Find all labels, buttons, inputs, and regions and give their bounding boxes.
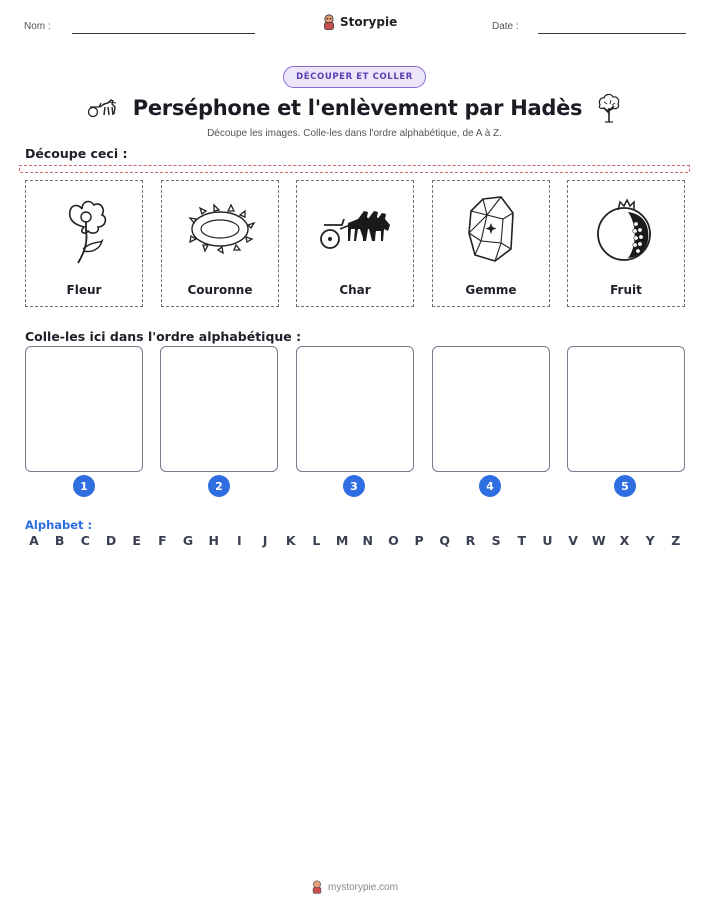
alphabet-letter: A <box>29 533 39 548</box>
cut-card-5[interactable] <box>567 180 685 307</box>
alphabet-letter: W <box>591 533 606 548</box>
footer <box>0 880 709 894</box>
brand-name: Storypie <box>340 15 398 29</box>
paste-slot-3[interactable] <box>296 346 414 472</box>
alphabet-row <box>25 533 685 548</box>
alphabet-letter: Y <box>645 533 655 548</box>
name-line[interactable] <box>72 33 255 34</box>
footer-link[interactable]: mystorypie.com <box>327 881 398 893</box>
alphabet-letter: O <box>388 533 399 548</box>
chariot-icon <box>315 189 395 269</box>
alphabet-heading: Alphabet : <box>25 518 93 532</box>
cut-card-3[interactable] <box>296 180 414 307</box>
alphabet-letter: E <box>132 533 141 548</box>
name-label: Nom : <box>24 21 51 32</box>
title-row <box>0 92 709 124</box>
storypie-mascot-icon <box>322 14 336 30</box>
alphabet-letter: U <box>542 533 553 548</box>
alphabet-letter: T <box>517 533 527 548</box>
paste-slot-2[interactable] <box>160 346 278 472</box>
alphabet-letter: F <box>158 533 167 548</box>
alphabet-letter: Z <box>671 533 681 548</box>
cut-card-label: Gemme <box>465 283 517 297</box>
alphabet-letter: L <box>312 533 321 548</box>
tree-icon <box>596 93 622 123</box>
date-label: Date : <box>492 21 519 32</box>
activity-badge: DÉCOUPER ET COLLER <box>283 66 426 88</box>
slot-number-3: 3 <box>343 475 365 497</box>
cut-card-2[interactable] <box>161 180 279 307</box>
slot-number-4: 4 <box>479 475 501 497</box>
chariot-small-icon <box>87 97 119 119</box>
alphabet-letter: H <box>208 533 219 548</box>
page-title: Perséphone et l'enlèvement par Hadès <box>132 96 583 120</box>
cut-card-label: Char <box>339 283 371 297</box>
alphabet-letter: P <box>414 533 424 548</box>
alphabet-letter: J <box>262 533 268 548</box>
alphabet-letter: B <box>54 533 65 548</box>
paste-slot-4[interactable] <box>432 346 550 472</box>
scissor-cut-line <box>19 165 690 173</box>
alphabet-letter: Q <box>439 533 451 548</box>
slot-number-5: 5 <box>614 475 636 497</box>
paste-slot-1[interactable] <box>25 346 143 472</box>
cut-card-label: Fruit <box>610 283 642 297</box>
instructions: Découpe les images. Colle-les dans l'ordre alphabétique, de A à Z. <box>207 128 502 139</box>
alphabet-letter: C <box>80 533 90 548</box>
alphabet-letter: I <box>237 533 242 548</box>
alphabet-letter: R <box>465 533 476 548</box>
scissor-cut-line-top <box>19 165 690 166</box>
alphabet-letter: X <box>619 533 630 548</box>
paste-section-heading: Colle-les ici dans l'ordre alphabétique : <box>25 329 302 344</box>
alphabet-letter: N <box>362 533 373 548</box>
alphabet-letter: S <box>491 533 501 548</box>
alphabet-letter: D <box>105 533 117 548</box>
storypie-mascot-icon <box>311 880 323 894</box>
flower-icon <box>44 189 124 269</box>
paste-slot-5[interactable] <box>567 346 685 472</box>
date-line[interactable] <box>538 33 686 34</box>
alphabet-letter: K <box>285 533 296 548</box>
pomegranate-icon <box>586 189 666 269</box>
alphabet-letter: G <box>182 533 194 548</box>
brand-logo <box>322 14 397 30</box>
cut-section-heading: Découpe ceci : <box>25 146 128 161</box>
wreath-icon <box>180 189 260 269</box>
cut-card-label: Couronne <box>187 283 253 297</box>
alphabet-letter: M <box>335 533 349 548</box>
cut-card-1[interactable] <box>25 180 143 307</box>
slot-number-2: 2 <box>208 475 230 497</box>
slot-number-1: 1 <box>73 475 95 497</box>
alphabet-letter: V <box>568 533 578 548</box>
gem-icon <box>451 189 531 269</box>
cut-card-4[interactable] <box>432 180 550 307</box>
cut-card-label: Fleur <box>66 283 102 297</box>
